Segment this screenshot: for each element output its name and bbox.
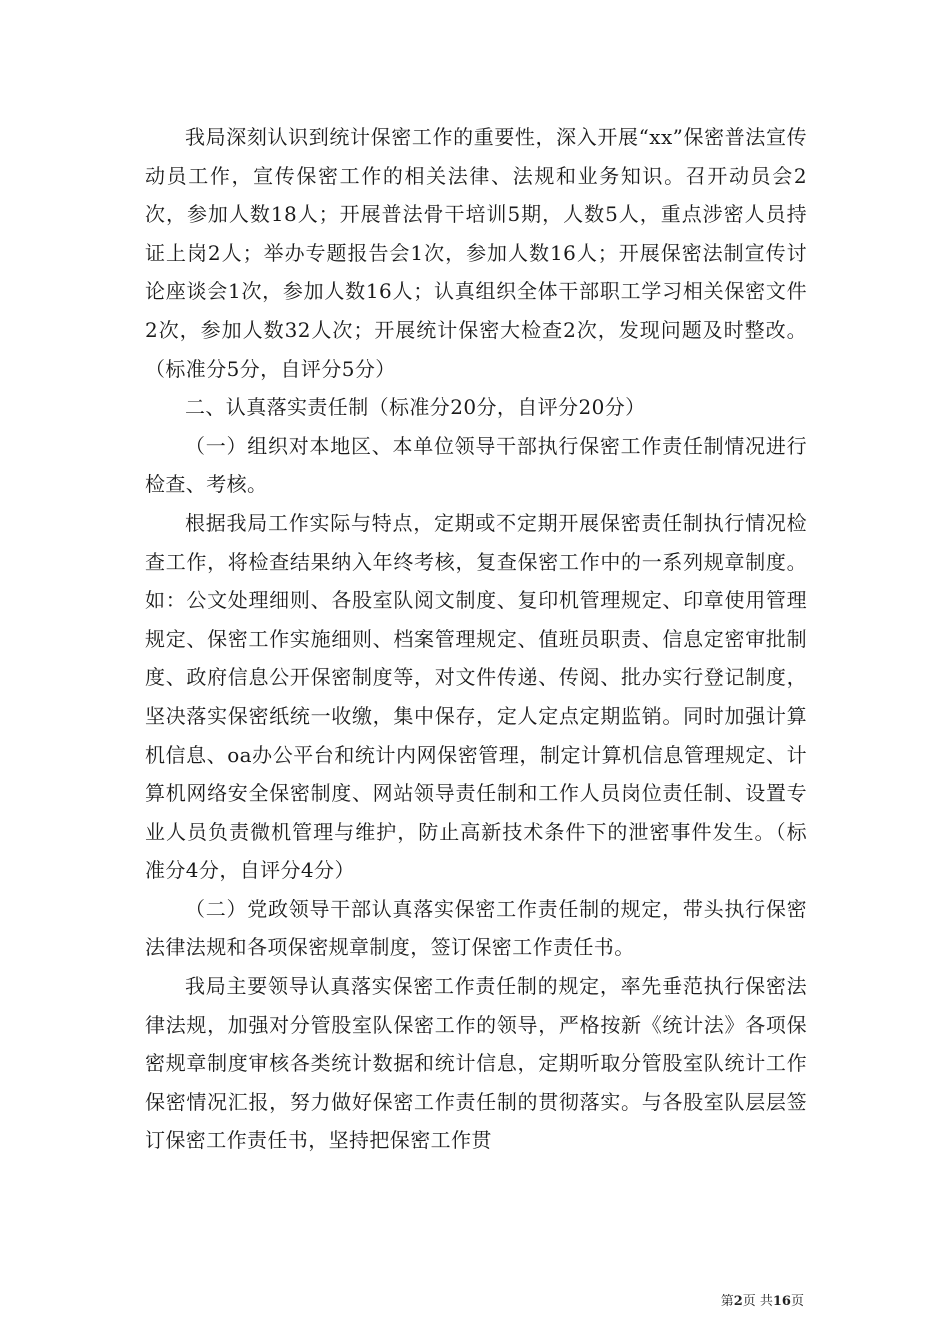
- current-page-number: 2: [733, 1294, 743, 1309]
- footer-prefix: 第: [720, 1294, 734, 1309]
- footer-suffix: 页: [790, 1294, 804, 1309]
- subsection-heading-1: （一）组织对本地区、本单位领导干部执行保密工作责任制情况进行检查、考核。: [145, 433, 807, 497]
- paragraph-1: 我局深刻认识到统计保密工作的重要性，深入开展“xx”保密普法宣传动员工作，宣传保密工作的相关法律、法规和业务知识。召开动员会2次，参加人数18人；开展普法骨干培训5期，人数5人，重点涉密人员持证上岗2人；举办专题报告会1次，参加人数16人；开展保密法制宣传讨论座谈会1次，参加人数16人；认真组织全体干部职工学习相关保密文件2次，参加人数32人次；开展统计保密大检查2次，发现问题及时整改。（标准分5分，自评分5分）: [145, 125, 807, 381]
- paragraph-3: 我局主要领导认真落实保密工作责任制的规定，率先垂范执行保密法律法规，加强对分管股室队保密工作的领导，严格按新《统计法》各项保密规章制度审核各类统计数据和统计信息，定期听取分管股室队统计工作保密情况汇报，努力做好保密工作责任制的贯彻落实。与各股室队层层签订保密工作责任书，坚持把保密工作贯: [145, 974, 807, 1153]
- paragraph-2: 根据我局工作实际与特点，定期或不定期开展保密责任制执行情况检查工作，将检查结果纳入年终考核，复查保密工作中的一系列规章制度。如：公文处理细则、各股室队阅文制度、复印机管理规定、印章使用管理规定、保密工作实施细则、档案管理规定、值班员职责、信息定密审批制度、政府信息公开保密制度等，对文件传递、传阅、批办实行登记制度，坚决落实保密纸统一收缴，集中保存，定人定点定期监销。同时加强计算机信息、oa办公平台和统计内网保密管理，制定计算机信息管理规定、计算机网络安全保密制度、网站领导责任制和工作人员岗位责任制、设置专业人员负责微机管理与维护，防止高新技术条件下的泄密事件发生。（标准分4分，自评分4分）: [145, 510, 807, 883]
- footer-middle: 页 共: [742, 1294, 773, 1309]
- page-footer: [721, 1290, 804, 1309]
- subsection-heading-2: （二）党政领导干部认真落实保密工作责任制的规定，带头执行保密法律法规和各项保密规章制度，签订保密工作责任书。: [145, 896, 807, 960]
- document-body: [145, 118, 807, 1160]
- section-heading-2: 二、认真落实责任制（标准分20分，自评分20分）: [185, 395, 646, 420]
- total-pages-number: 16: [772, 1294, 791, 1309]
